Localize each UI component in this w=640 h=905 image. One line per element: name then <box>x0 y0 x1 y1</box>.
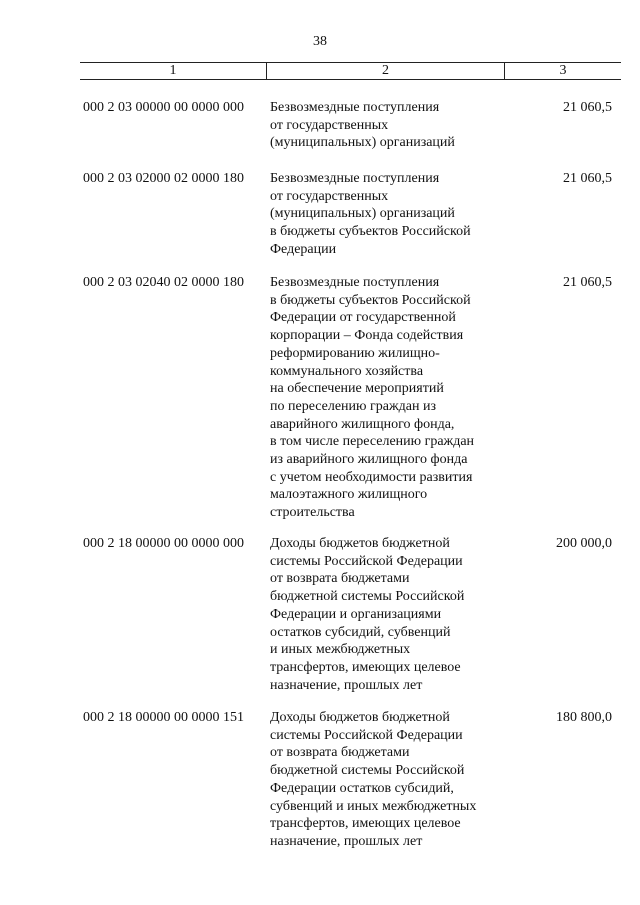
row-name-line: (муниципальных) организаций <box>270 135 455 151</box>
row-name-line: (муниципальных) организаций <box>270 206 455 222</box>
row-name-line: назначение, прошлых лет <box>270 677 423 693</box>
header-col-2: 2 <box>267 63 505 79</box>
row-name-line: от государственных <box>270 117 389 133</box>
page-number: 38 <box>313 34 327 49</box>
row-amount: 21 060,5 <box>563 275 612 290</box>
row-name-line: Безвозмездные поступления <box>270 100 440 115</box>
row-name <box>270 99 510 152</box>
row-name-line: системы Российской Федерации <box>270 553 463 569</box>
row-name-line: и иных межбюджетных <box>270 642 411 658</box>
row-name-line: аварийного жилищного фонда, <box>270 416 455 432</box>
row-name-line: из аварийного жилищного фонда <box>270 452 468 468</box>
row-code: 000 2 03 00000 00 0000 000 <box>83 100 244 115</box>
row-name-line: строительства <box>270 505 355 521</box>
row-name-line: Федерации от государственной <box>270 310 456 326</box>
row-name <box>270 274 510 522</box>
header-col-1: 1 <box>80 63 267 79</box>
row-name-line: в бюджеты субъектов Российской <box>270 224 471 240</box>
row-code: 000 2 18 00000 00 0000 000 <box>83 536 244 551</box>
header-col-3: 3 <box>559 63 567 78</box>
row-name-line: субвенций и иных межбюджетных <box>270 798 477 814</box>
row-name <box>270 535 510 694</box>
row-name-line: по переселению граждан из <box>270 398 436 414</box>
row-name-line: остатков субсидий, субвенций <box>270 624 451 640</box>
row-name-line: малоэтажного жилищного <box>270 487 428 503</box>
row-name-line: Федерации и организациями <box>270 606 442 622</box>
row-code: 000 2 18 00000 00 0000 151 <box>83 710 244 725</box>
row-name-line: в том числе переселению граждан <box>270 434 475 450</box>
row-name-line: Доходы бюджетов бюджетной <box>270 536 450 551</box>
row-name-line: на обеспечение мероприятий <box>270 381 444 397</box>
row-amount: 21 060,5 <box>563 100 612 115</box>
row-name-line: системы Российской Федерации <box>270 727 463 743</box>
row-name-line: трансфертов, имеющих целевое <box>270 816 461 832</box>
row-name-line: Доходы бюджетов бюджетной <box>270 710 450 725</box>
row-name-line: коммунального хозяйства <box>270 363 424 379</box>
row-amount: 200 000,0 <box>556 536 612 551</box>
row-name-line: от возврата бюджетами <box>270 571 410 587</box>
row-name-line: с учетом необходимости развития <box>270 469 473 485</box>
row-amount: 21 060,5 <box>563 171 612 186</box>
row-amount: 180 800,0 <box>556 710 612 725</box>
row-name <box>270 709 510 851</box>
row-name-line: от государственных <box>270 188 389 204</box>
row-name-line: Безвозмездные поступления <box>270 171 440 186</box>
row-name-line: бюджетной системы Российской <box>270 763 465 779</box>
row-name-line: трансфертов, имеющих целевое <box>270 659 461 675</box>
row-name-line: Безвозмездные поступления <box>270 275 440 290</box>
row-code: 000 2 03 02000 02 0000 180 <box>83 171 244 186</box>
row-name-line: бюджетной системы Российской <box>270 589 465 605</box>
row-name-line: назначение, прошлых лет <box>270 833 423 849</box>
row-name-line: корпорации – Фонда содействия <box>270 328 464 344</box>
row-name-line: Федерации остатков субсидий, <box>270 780 454 796</box>
row-code: 000 2 03 02040 02 0000 180 <box>83 275 244 290</box>
row-name-line: от возврата бюджетами <box>270 745 410 761</box>
row-name-line: Федерации <box>270 241 337 257</box>
row-name-line: в бюджеты субъектов Российской <box>270 292 471 308</box>
table-header <box>80 62 621 80</box>
row-name-line: реформированию жилищно- <box>270 345 440 361</box>
row-name <box>270 170 510 259</box>
